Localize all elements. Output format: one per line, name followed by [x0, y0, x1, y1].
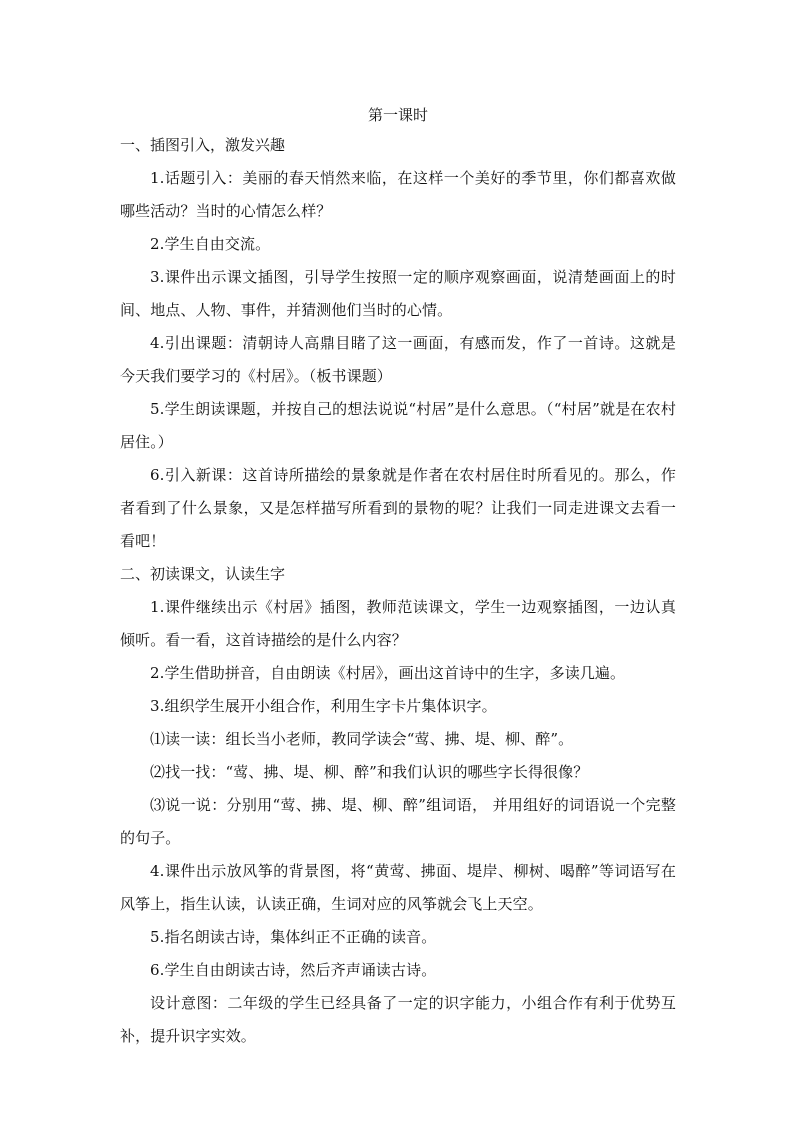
- section-heading: 一、插图引入，激发兴趣: [120, 136, 286, 154]
- section-heading: 二、初读课文，认读生字: [120, 565, 286, 583]
- paragraph: 6.引入新课：这首诗所描绘的景象就是作者在农村居住时所看见的。那么，作者看到了什么景象，又是怎样描写所看到的景物的呢？让我们一同走进课文去看一看吧！: [120, 466, 676, 550]
- paragraph: 2.学生借助拼音，自由朗读《村居》，画出这首诗中的生字，多读几遍。: [150, 664, 626, 682]
- paragraph: 4.引出课题：清朝诗人高鼎目睹了这一画面，有感而发，作了一首诗。这就是今天我们要学习的《村居》。（板书课题）: [120, 334, 676, 385]
- paragraph: ⑵找一找：“莺、拂、堤、柳、醉”和我们认识的哪些字长得很像？: [150, 763, 589, 781]
- paragraph: 1.课件继续出示《村居》插图，教师范读课文，学生一边观察插图，一边认真倾听。看一看，这首诗描绘的是什么内容？: [120, 598, 676, 649]
- section-first-reading: [120, 558, 676, 1053]
- paragraph: 5.指名朗读古诗，集体纠正不正确的读音。: [150, 928, 437, 946]
- paragraph: ⑶说一说：分别用“莺、拂、堤、柳、醉”组词语， 并用组好的词语说一个完整的句子。: [120, 796, 676, 847]
- paragraph: 5.学生朗读课题，并按自己的想法说说“村居”是什么意思。（“村居”就是在农村居住。）: [120, 400, 676, 451]
- design-intent-paragraph: 设计意图：二年级的学生已经具备了一定的识字能力，小组合作有利于优势互补，提升识字实效。: [120, 994, 676, 1045]
- paragraph: 6.学生自由朗读古诗，然后齐声诵读古诗。: [150, 961, 437, 979]
- paragraph: ⑴读一读：组长当小老师，教同学读会“莺、拂、堤、柳、醉”。: [150, 730, 574, 748]
- paragraph: 3.课件出示课文插图，引导学生按照一定的顺序观察画面，说清楚画面上的时间、地点、人物、事件，并猜测他们当时的心情。: [120, 268, 676, 319]
- paragraph: 3.组织学生展开小组合作，利用生字卡片集体识字。: [150, 697, 497, 715]
- document-page: [120, 102, 676, 1053]
- paragraph: 1.话题引入：美丽的春天悄然来临，在这样一个美好的季节里，你们都喜欢做哪些活动？当时的心情怎么样？: [120, 169, 676, 220]
- paragraph: 2.学生自由交流。: [150, 235, 271, 253]
- page-title: 第一课时: [367, 106, 428, 124]
- paragraph: 4.课件出示放风筝的背景图，将“黄莺、拂面、堤岸、柳树、喝醉”等词语写在风筝上，指生认读，认读正确，生词对应的风筝就会飞上天空。: [120, 862, 676, 913]
- section-intro: [120, 129, 676, 558]
